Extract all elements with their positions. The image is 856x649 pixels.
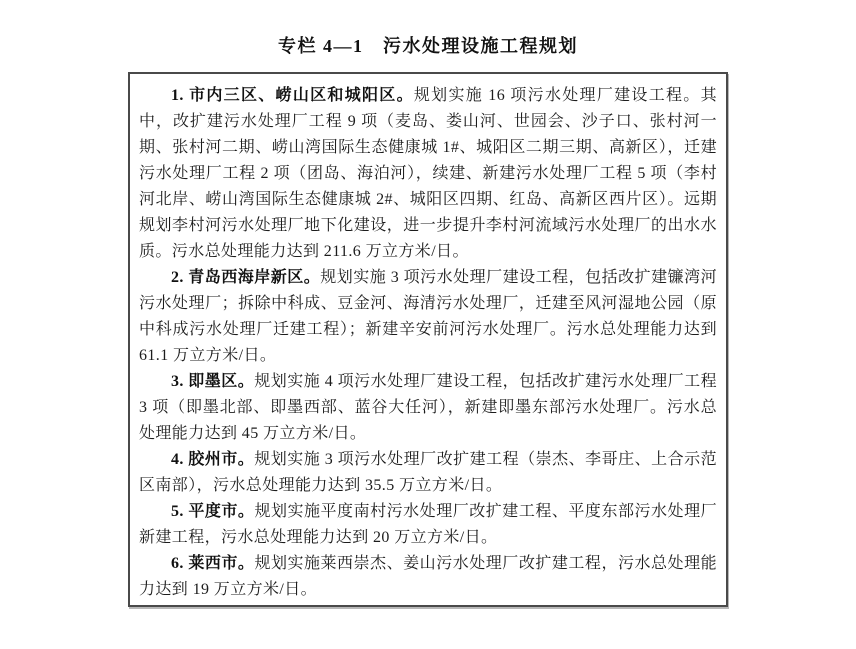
paragraph-2-body: 规划实施 3 项污水处理厂建设工程，包括改扩建镰湾河污水处理厂；拆除中科成、豆金河、海清污水处理厂，迁建至风河湿地公园（原中科成污水处理厂迁建工程）；新建辛安前河污水处理厂。污水总处理能力达到 61.1 万立方米/日。: [139, 269, 717, 364]
paragraph-3-body: 规划实施 4 项污水处理厂建设工程，包括改扩建污水处理厂工程 3 项（即墨北部、即墨西部、蓝谷大任河），新建即墨东部污水处理厂。污水总处理能力达到 45 万立方米/日。: [139, 373, 717, 442]
paragraph-1-body: 规划实施 16 项污水处理厂建设工程。其中，改扩建污水处理厂工程 9 项（麦岛、娄山河、世园会、沙子口、张村河一期、张村河二期、崂山湾国际生态健康城 1#、城阳区二期三期、高新区），迁建污水处理厂工程 2 项（团岛、海泊河），续建、新建污水处理厂工程 5 项（李村河北岸、崂山湾国际生态健康城 2#、城阳区四期、红岛、高新区西片区）。远期规划李村河污水处理厂地下化建设，进一步提升李村河流域污水处理厂的出水水质。污水总处理能力达到 211.6 万立方米/日。: [139, 87, 717, 260]
paragraph-5-body: 规划实施平度南村污水处理厂改扩建工程、平度东部污水处理厂新建工程，污水总处理能力达到 20 万立方米/日。: [139, 503, 717, 546]
content-box: [128, 72, 728, 607]
paragraph-5-lead: 5. 平度市。: [171, 503, 255, 520]
paragraph-1-lead: 1. 市内三区、崂山区和城阳区。: [171, 87, 414, 104]
paragraph-6-lead: 6. 莱西市。: [171, 555, 255, 572]
paragraph-district-6: [139, 551, 717, 603]
paragraph-2-lead: 2. 青岛西海岸新区。: [171, 269, 321, 286]
paragraph-district-4: [139, 447, 717, 499]
paragraph-district-5: [139, 499, 717, 551]
paragraph-4-body: 规划实施 3 项污水处理厂改扩建工程（崇杰、李哥庄、上合示范区南部），污水总处理能力达到 35.5 万立方米/日。: [139, 451, 717, 494]
paragraph-district-1: [139, 83, 717, 265]
paragraph-3-lead: 3. 即墨区。: [171, 373, 255, 390]
paragraph-district-3: [139, 369, 717, 447]
paragraph-4-lead: 4. 胶州市。: [171, 451, 255, 468]
paragraph-district-2: [139, 265, 717, 369]
paragraph-6-body: 规划实施莱西崇杰、姜山污水处理厂改扩建工程，污水总处理能力达到 19 万立方米/日。: [139, 555, 717, 598]
page-title: 专栏 4—1 污水处理设施工程规划: [278, 36, 578, 56]
